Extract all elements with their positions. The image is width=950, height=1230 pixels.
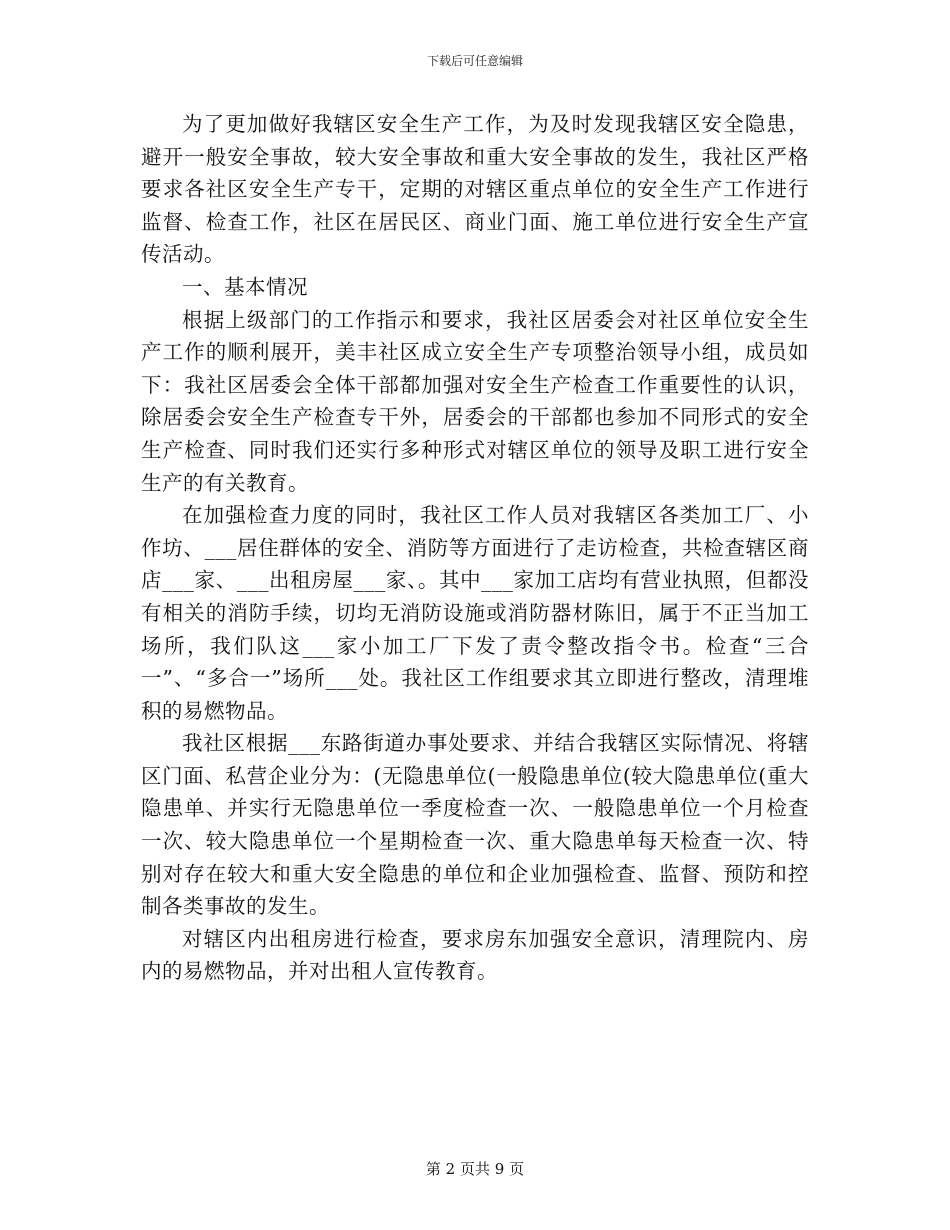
section-heading-basic-situation: 一、基本情况 [182,274,308,299]
paragraph-classification: 我社区根据___东路街道办事处要求、并结合我辖区实际情况、将辖区门面、私营企业分为：(无隐患单位(一般隐患单位(较大隐患单位(重大隐患单、并实行无隐患单位一季度检查一次、一般隐患单位一个月检查一次、较大隐患单位一个星期检查一次、重大隐患单每天检查一次、特别对存在较大和重大安全隐患的单位和企业加强检查、监督、预防和控制各类事故的发生。 [141,731,809,919]
paragraph-rental-inspection: 对辖区内出租房进行检查，要求房东加强安全意识，清理院内、房内的易燃物品，并对出租人宣传教育。 [141,926,809,984]
paragraph-inspection: 在加强检查力度的同时，我社区工作人员对我辖区各类加工厂、小作坊、___居住群体的安全、消防等方面进行了走访检查，共检查辖区商店___家、___出租房屋___家、。其中___家加工店均有营业执照，但都没有相关的消防手续，切均无消防设施或消防器材陈旧，属于不正当加工场所，我们队这___家小加工厂下发了责令整改指令书。检查“三合一”、“多合一”场所___处。我社区工作组要求其立即进行整改，清理堆积的易燃物品。 [141,503,809,723]
paragraph-intro: 为了更加做好我辖区安全生产工作，为及时发现我辖区安全隐患，避开一般安全事故，较大安全事故和重大安全事故的发生，我社区严格要求各社区安全生产专干，定期的对辖区重点单位的安全生产工作进行监督、检查工作，社区在居民区、商业门面、施工单位进行安全生产宣传活动。 [141,112,809,267]
document-body [141,108,809,988]
page-number: 第 2 页共 9 页 [425,1160,525,1178]
paragraph-organization: 根据上级部门的工作指示和要求，我社区居委会对社区单位安全生产工作的顺利展开，美丰社区成立安全生产专项整治领导小组，成员如下：我社区居委会全体干部都加强对安全生产检查工作重要性的认识，除居委会安全生产检查专干外，居委会的干部都也参加不同形式的安全生产检查、同时我们还实行多种形式对辖区单位的领导及职工进行安全生产的有关教育。 [141,307,809,495]
page-header: 下载后可任意编辑 [426,54,523,68]
